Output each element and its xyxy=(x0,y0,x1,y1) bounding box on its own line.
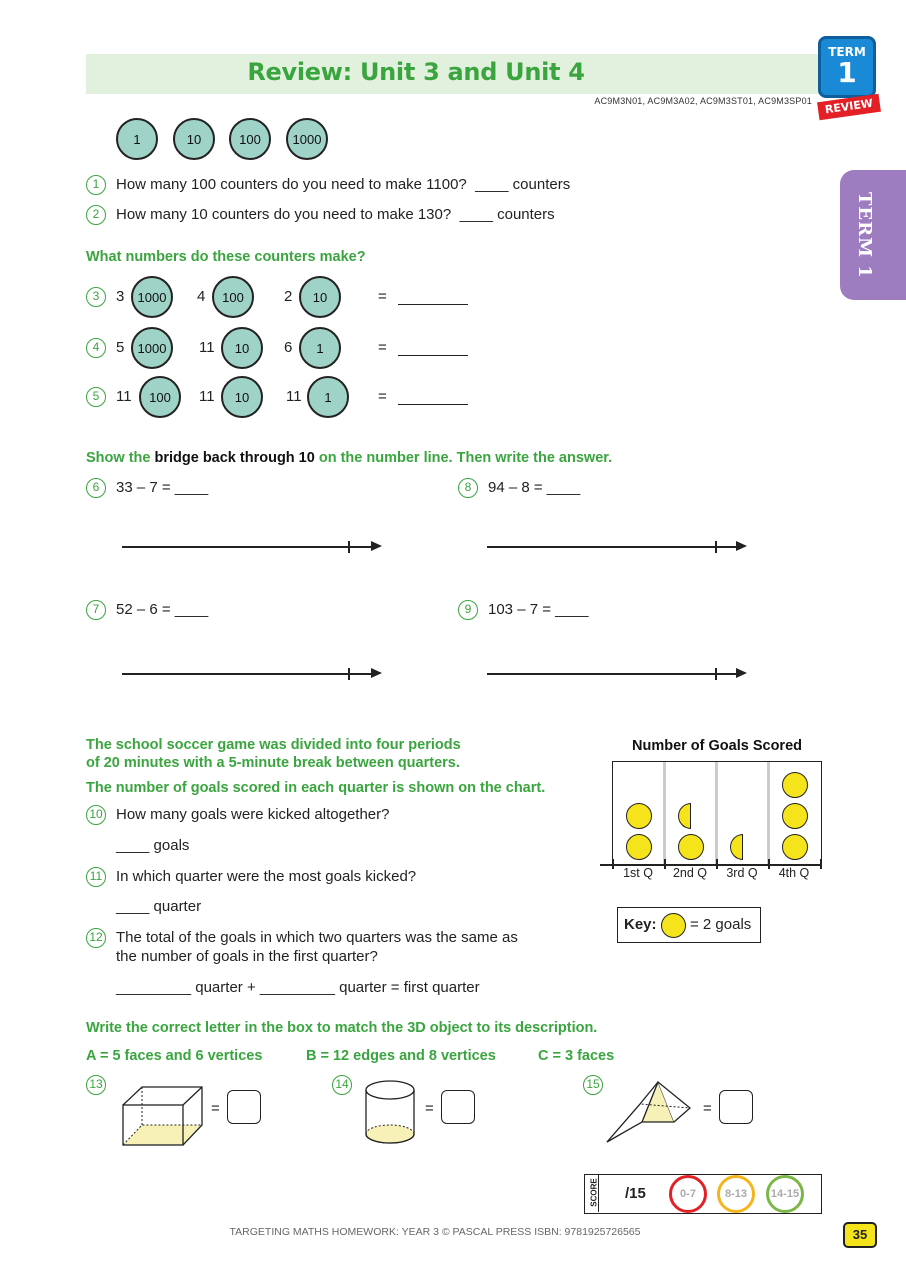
q5-count-3: 11 xyxy=(286,388,302,405)
question-10-answer[interactable]: ____ goals xyxy=(116,837,190,854)
chart-key xyxy=(617,907,761,943)
chart-divider-1 xyxy=(663,762,666,866)
goal-half-ball xyxy=(678,803,691,829)
q4-count-1: 5 xyxy=(116,339,125,356)
question-7: 52 – 6 = ____ xyxy=(116,601,209,618)
q4-counter-2: 10 xyxy=(221,327,263,369)
soccer-intro-line-1: The school soccer game was divided into four periods xyxy=(86,737,461,753)
q3-answer-line[interactable] xyxy=(398,304,468,305)
question-12-answer[interactable]: _________ quarter + _________ quarter = first quarter xyxy=(116,979,480,996)
question-number-12: 12 xyxy=(86,928,106,948)
q3-equals: = xyxy=(378,288,387,305)
question-1-text: How many 100 counters do you need to make 1100? xyxy=(116,176,467,193)
chart-category-4: 4th Q xyxy=(778,866,810,880)
bridge-pre: Show the xyxy=(86,450,155,466)
option-c: C = 3 faces xyxy=(538,1048,615,1064)
q4-answer-line[interactable] xyxy=(398,355,468,356)
question-2 xyxy=(116,206,555,223)
question-number-6: 6 xyxy=(86,478,106,498)
q13-answer-box[interactable] xyxy=(227,1090,261,1124)
question-number-1: 1 xyxy=(86,175,106,195)
bridge-post: on the number line. Then write the answer. xyxy=(314,450,613,466)
question-number-5: 5 xyxy=(86,387,106,407)
number-line-7-tick xyxy=(348,668,350,680)
soccer-intro-line-2: of 20 minutes with a 5-minute break between quarters. xyxy=(86,755,460,771)
q5-answer-line[interactable] xyxy=(398,404,468,405)
question-number-2: 2 xyxy=(86,205,106,225)
q13-equals: = xyxy=(211,1100,220,1117)
question-2-text: How many 10 counters do you need to make 130? xyxy=(116,206,452,223)
goal-ball xyxy=(626,803,652,829)
score-label: SCORE xyxy=(589,1178,599,1207)
chart-title: Number of Goals Scored xyxy=(631,738,802,754)
section-heading-counters: What numbers do these counters make? xyxy=(86,249,366,265)
score-band-high: 14-15 xyxy=(766,1175,804,1213)
key-label: Key: xyxy=(624,916,657,933)
footer-text: TARGETING MATHS HOMEWORK: YEAR 3 © PASCAL PRESS ISBN: 9781925726565 xyxy=(229,1226,641,1238)
q4-count-3: 6 xyxy=(284,339,293,356)
soccer-intro-line-3: The number of goals scored in each quarter is shown on the chart. xyxy=(86,780,546,796)
term-number: 1 xyxy=(837,56,857,89)
number-line-9[interactable] xyxy=(487,673,737,675)
question-11-text: In which quarter were the most goals kicked? xyxy=(116,868,417,885)
q15-equals: = xyxy=(703,1100,712,1117)
question-12-line-1: The total of the goals in which two quarters was the same as xyxy=(116,929,518,946)
number-line-8-tick xyxy=(715,541,717,553)
chart-category-1: 1st Q xyxy=(623,866,653,880)
q5-counter-1: 100 xyxy=(139,376,181,418)
question-number-15: 15 xyxy=(583,1075,603,1095)
key-value: = 2 goals xyxy=(690,916,752,933)
page-title: Review: Unit 3 and Unit 4 xyxy=(247,58,585,86)
goal-ball xyxy=(782,803,808,829)
score-band-low: 0-7 xyxy=(669,1175,707,1213)
term-badge xyxy=(818,36,876,98)
bridge-bold: bridge back through 10 xyxy=(154,450,315,466)
cylinder-shape xyxy=(362,1078,418,1146)
chart-axis-tick-4 xyxy=(820,859,822,869)
goal-ball xyxy=(782,772,808,798)
question-11-answer[interactable]: ____ quarter xyxy=(116,898,202,915)
goal-ball xyxy=(626,834,652,860)
q14-equals: = xyxy=(425,1100,434,1117)
counter-100: 100 xyxy=(229,118,271,160)
q5-counter-2: 10 xyxy=(221,376,263,418)
section-heading-bridge xyxy=(86,450,612,466)
q3-count-1: 3 xyxy=(116,288,125,305)
chart-divider-3 xyxy=(767,762,770,866)
q3-count-2: 4 xyxy=(197,288,206,305)
term-word: TERM xyxy=(828,45,866,59)
question-number-3: 3 xyxy=(86,287,106,307)
score-total[interactable]: /15 xyxy=(625,1185,646,1202)
q15-answer-box[interactable] xyxy=(719,1090,753,1124)
option-a: A = 5 faces and 6 vertices xyxy=(86,1048,263,1064)
q3-counter-3: 10 xyxy=(299,276,341,318)
side-tab-label: TERM 1 xyxy=(854,192,875,279)
q4-count-2: 11 xyxy=(199,339,215,356)
question-number-14: 14 xyxy=(332,1075,352,1095)
number-line-7[interactable] xyxy=(122,673,372,675)
curriculum-codes: AC9M3N01, AC9M3A02, AC9M3ST01, AC9M3SP01 xyxy=(594,96,812,106)
question-1 xyxy=(116,176,570,193)
score-band-mid: 8-13 xyxy=(717,1175,755,1213)
goal-ball xyxy=(678,834,704,860)
question-number-13: 13 xyxy=(86,1075,106,1095)
question-1-blank[interactable]: ____ xyxy=(475,176,509,193)
question-10-text: How many goals were kicked altogether? xyxy=(116,806,390,823)
key-ball-icon xyxy=(661,913,686,938)
section-heading-3d: Write the correct letter in the box to match the 3D object to its description. xyxy=(86,1020,598,1036)
q4-counter-1: 1000 xyxy=(131,327,173,369)
chart-category-2: 2nd Q xyxy=(672,866,708,880)
counter-10: 10 xyxy=(173,118,215,160)
counter-1000: 1000 xyxy=(286,118,328,160)
question-number-8: 8 xyxy=(458,478,478,498)
number-line-9-tick xyxy=(715,668,717,680)
q3-counter-1: 1000 xyxy=(131,276,173,318)
q3-counter-2: 100 xyxy=(212,276,254,318)
q5-count-2: 11 xyxy=(199,388,215,405)
goal-half-ball xyxy=(730,834,743,860)
question-number-11: 11 xyxy=(86,867,106,887)
review-tag: REVIEW xyxy=(817,94,881,120)
q4-counter-3: 1 xyxy=(299,327,341,369)
question-number-9: 9 xyxy=(458,600,478,620)
q3-count-3: 2 xyxy=(284,288,293,305)
question-1-unit: counters xyxy=(512,176,571,193)
cube-shape xyxy=(118,1085,208,1147)
question-9: 103 – 7 = ____ xyxy=(488,601,589,618)
question-8: 94 – 8 = ____ xyxy=(488,479,581,496)
q5-equals: = xyxy=(378,388,387,405)
goals-chart xyxy=(612,761,822,865)
page-number: 35 xyxy=(843,1222,877,1248)
prism-shape xyxy=(604,1078,700,1146)
question-2-blank[interactable]: ____ xyxy=(459,206,493,223)
question-12-line-2: the number of goals in the first quarter? xyxy=(116,948,378,965)
q14-answer-box[interactable] xyxy=(441,1090,475,1124)
question-number-7: 7 xyxy=(86,600,106,620)
counter-1: 1 xyxy=(116,118,158,160)
question-2-unit: counters xyxy=(497,206,555,223)
option-b: B = 12 edges and 8 vertices xyxy=(306,1048,496,1064)
number-line-6[interactable] xyxy=(122,546,372,548)
chart-category-3: 3rd Q xyxy=(726,866,758,880)
chart-divider-2 xyxy=(715,762,718,866)
goal-ball xyxy=(782,834,808,860)
q5-count-1: 11 xyxy=(116,388,132,405)
number-line-8[interactable] xyxy=(487,546,737,548)
q4-equals: = xyxy=(378,339,387,356)
number-line-6-tick xyxy=(348,541,350,553)
question-6: 33 – 7 = ____ xyxy=(116,479,209,496)
q5-counter-3: 1 xyxy=(307,376,349,418)
side-tab xyxy=(840,170,906,300)
question-number-10: 10 xyxy=(86,805,106,825)
question-number-4: 4 xyxy=(86,338,106,358)
